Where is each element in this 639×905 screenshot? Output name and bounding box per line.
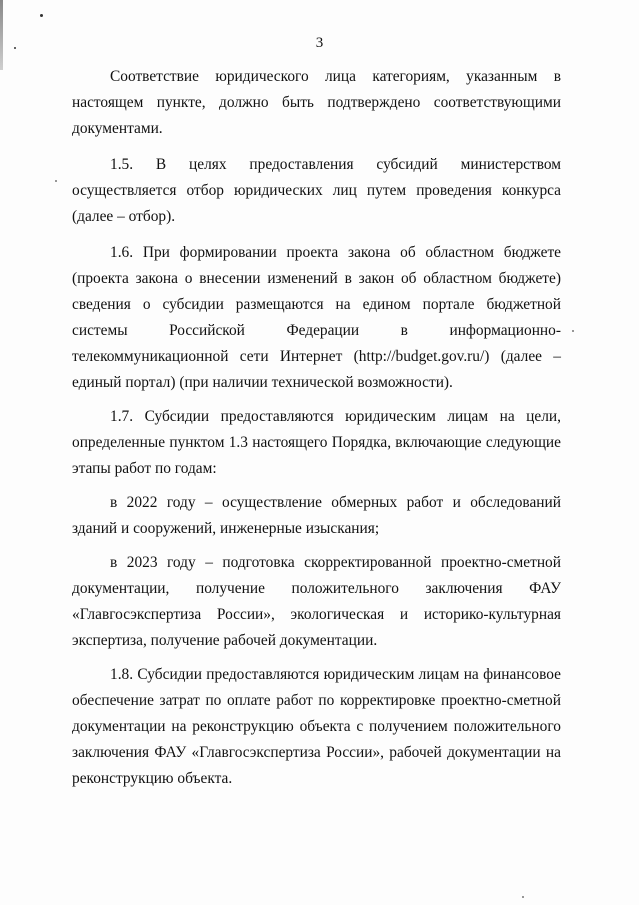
paragraph-1-7: 1.7. Субсидии предоставляются юридическим лицам на цели, определенные пунктом 1.3 настоящего Порядка, включающие следующие этапы работ по годам: xyxy=(72,408,561,477)
paragraph-category-compliance: Соответствие юридического лица категориям, указанным в настоящем пункте, должно быть подтверждено соответствующими документами. xyxy=(72,68,561,137)
paragraph-1-6: 1.6. При формировании проекта закона об областном бюджете (проекта закона о внесении изменений в закон об областном бюджете) сведения о субсидии размещаются на едином портале бюджетной системы Российской Федерации в информационно-телекоммуникационной сети Интернет (http://budget.gov.ru/) (далее – единый портал) (при наличии технической возможности). xyxy=(72,244,561,391)
paragraph-1-8: 1.8. Субсидии предоставляются юридическим лицам на финансовое обеспечение затрат по оплате работ по корректировке проектно-сметной документации на реконструкцию объекта с получением положительного заключения ФАУ «Главгосэкспертиза России», рабочей документации на реконструкцию объекта. xyxy=(72,666,561,787)
scan-speck xyxy=(572,330,574,332)
scan-speck xyxy=(55,180,57,182)
paragraph-2022-stage: в 2022 году – осуществление обмерных работ и обследований зданий и сооружений, инженерные изыскания; xyxy=(72,494,561,537)
paragraph-2023-stage: в 2023 году – подготовка скорректированной проектно-сметной документации, получение положительного заключения ФАУ «Главгосэкспертиза России», экологическая и историко-культурная экспертиза, получение рабочей документации. xyxy=(72,554,561,649)
paragraph-1-5: 1.5. В целях предоставления субсидий министерством осуществляется отбор юридических лиц путем проведения конкурса (далее – отбор). xyxy=(72,156,561,225)
scan-speck xyxy=(522,896,524,898)
scan-speck xyxy=(40,14,43,17)
page-number: 3 xyxy=(315,35,324,51)
document-body xyxy=(72,64,561,793)
